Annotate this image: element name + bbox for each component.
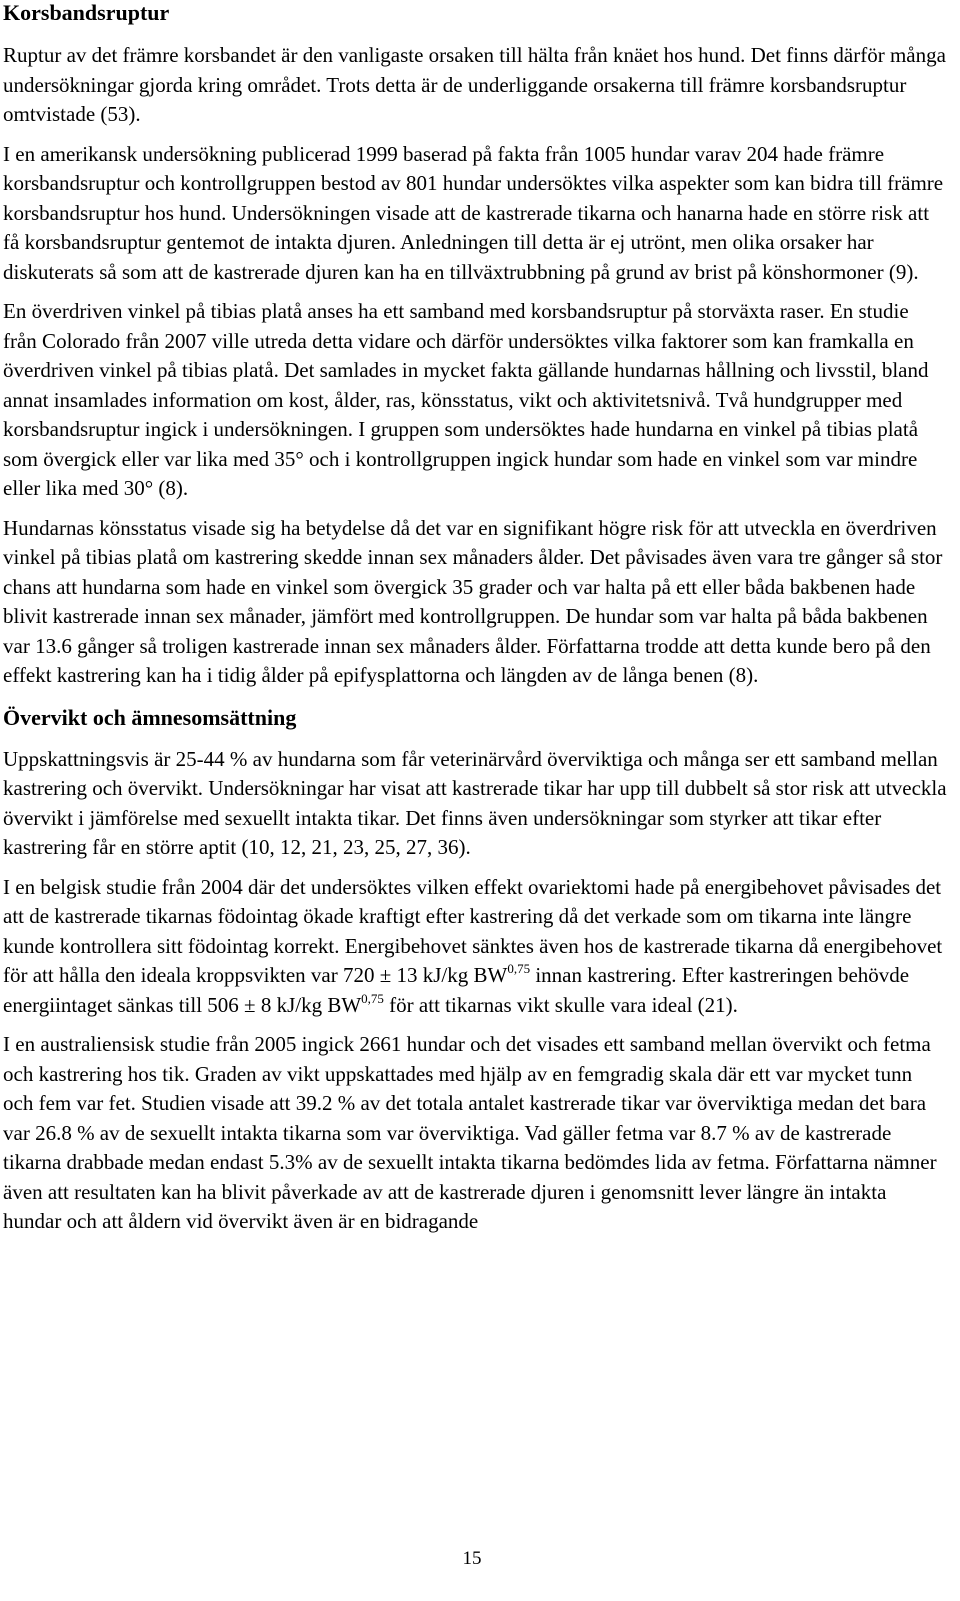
paragraph: En överdriven vinkel på tibias platå anses ha ett samband med korsbandsruptur på storväxta raser. En studie från Colorado från 2007 ville utreda detta vidare och därför undersöktes vilka faktorer som kan framkalla en överdriven vinkel på tibias platå. Det samlades in mycket fakta gällande hundarnas hållning och livsstil, bland annat insamlades information om kost, ålder, ras, könsstatus, vikt och aktivitetsnivå. Två hundgrupper med korsbandsruptur ingick i undersökningen. I gruppen som undersöktes hade hundarna en vinkel på tibias platå som övergick eller var lika med 35° och i kontrollgruppen ingick hundar som hade en vinkel som var mindre eller lika med 30° (8). [3,299,929,500]
paragraph: Hundarnas könsstatus visade sig ha betydelse då det var en signifikant högre risk för att utveckla en överdriven vinkel på tibias platå om kastrering skedde innan sex månaders ålder. Det påvisades även vara tre gånger så stor chans att hundarna som hade en vinkel som övergick 35 grader och var halta på ett eller båda bakbenen hade blivit kastrerade innan sex månader, jämfört med kontrollgruppen. De hundar som var halta på båda bakbenen var 13.6 gånger så troligen kastrerade innan sex månaders ålder. Författarna trodde att detta kunde bero på den effekt kastrering kan ha i tidig ålder på epifysplattorna och längden av de långa benen (8). [3,515,943,687]
paragraph-text: för att tikarnas vikt skulle vara ideal (21). [383,992,738,1017]
paragraph: I en amerikansk undersökning publicerad 1999 baserad på fakta från 1005 hundar varav 204 hade främre korsbandsruptur och kontrollgruppen bestod av 801 hundar undersöktes vilka aspekter som kan bidra till främre korsbandsruptur hos hund. Undersökningen visade att de kastrerade tikarna och hanarna hade en större risk att få korsbandsruptur gentemot de intakta djuren. Anledningen till detta är ej utrönt, men olika orsaker har diskuterats så som att de kastrerade djuren kan ha en tillväxtrubbning på grund av brist på könshormoner (9). [3,141,944,284]
page-number: 15 [462,1548,482,1569]
paragraph: I en australiensisk studie från 2005 ingick 2661 hundar och det visades ett samband mellan övervikt och fetma och kastrering hos tik. Graden av vikt uppskattades med hjälp av en femgradig skala där ett var mycket tunn och fem var fet. Studien visade att 39.2 % av det totala antalet kastrerade tikar var överviktiga medan det bara var 26.8 % av de sexuellt intakta tikarna som var överviktiga. Vad gäller fetma var 8.7 % av de kastrerade tikarna drabbade medan endast 5.3% av de sexuellt intakta tikarna bedömdes lida av fetma. Författarna nämner även att resultaten kan ha blivit påverkade av att de kastrerade djuren i genomsnitt lever längre än intakta hundar och att åldern vid övervikt även är en bidragande [3,1032,937,1233]
paragraph: Ruptur av det främre korsbandet är den vanligaste orsaken till hälta från knäet hos hund. Det finns därför många undersökningar gjorda kring området. Trots detta är de underliggande orsakerna till främre korsbandsruptur omtvistade (53). [3,43,946,126]
section-heading-overvikt: Övervikt och ämnesomsättning [3,704,297,730]
section-heading-korsbandsruptur: Korsbandsruptur [3,0,170,25]
paragraph: Uppskattningsvis är 25-44 % av hundarna som får veterinärvård överviktiga och många ser ett samband mellan kastrering och övervikt. Undersökningar har visat att kastrerade tikar har upp till dubbelt så stor risk att utveckla övervikt i jämförelse med sexuellt intakta tikar. Det finns även undersökningar som styrker att tikar efter kastrering får en större aptit (10, 12, 21, 23, 25, 27, 36). [3,746,947,859]
exponent: 0,75 [361,990,384,1006]
paragraph-text: innan kastrering. Efter kastreringen behövde energiintaget sänkas till 506 ± 8 kJ/kg BW [3,963,910,1017]
exponent: 0,75 [507,961,531,976]
paragraph-with-superscripts [3,873,947,1021]
paragraph-text: I en belgisk studie från 2004 där det undersöktes vilken effekt ovariektomi hade på energibehovet påvisades det att de kastrerade tikarnas födointag ökade kraftigt efter kastrering då det verkade som om tikarna inte längre kunde kontrollera sitt födointag korrekt. Energibehovet sänktes även hos de kastrerade tikarna då energibehovet för att hålla den ideala kroppsvikten var 720 ± 13 kJ/kg BW [3,874,943,987]
document-page [3,0,947,1247]
